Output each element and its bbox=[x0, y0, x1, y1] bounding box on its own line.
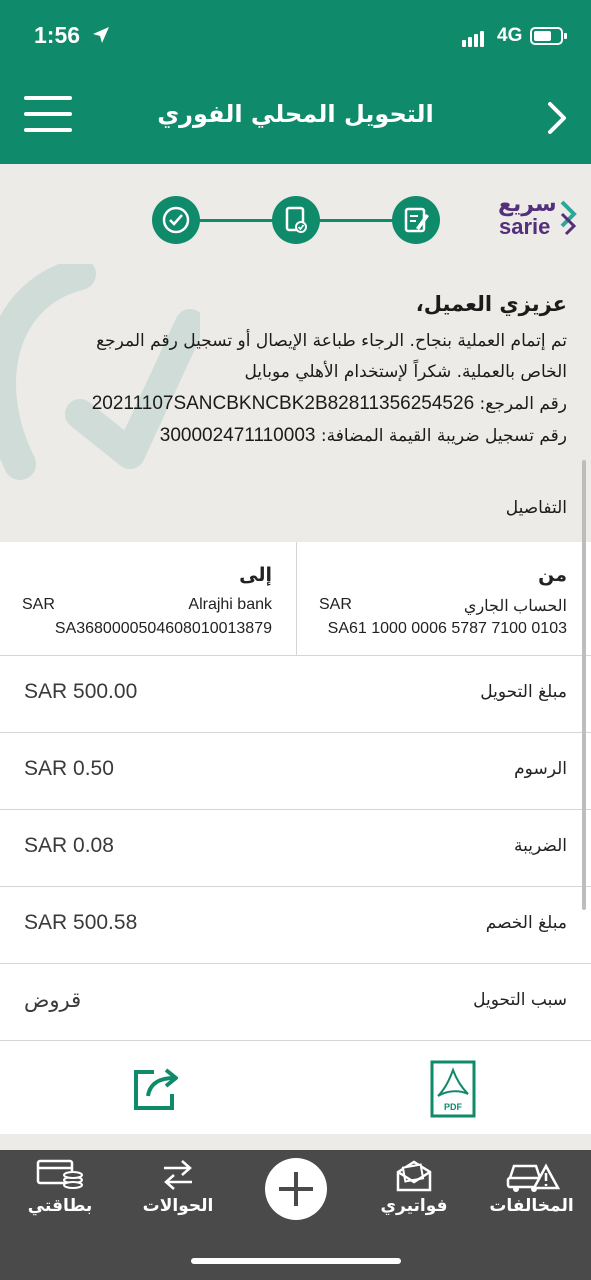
from-heading: من bbox=[538, 564, 567, 586]
detail-row-amount bbox=[0, 656, 591, 733]
bottom-navigation bbox=[0, 1150, 591, 1280]
nav-label: المخالفات bbox=[489, 1196, 574, 1216]
greeting: عزيزي العميل، bbox=[415, 292, 567, 316]
sarie-logo bbox=[496, 192, 582, 244]
to-iban: SA3680000504608010013879 bbox=[54, 620, 272, 637]
nav-transfers[interactable] bbox=[118, 1150, 238, 1230]
step-complete bbox=[152, 196, 200, 244]
scrollbar[interactable] bbox=[582, 460, 586, 910]
nav-label: الحوالات bbox=[142, 1196, 214, 1216]
edit-icon bbox=[392, 196, 440, 244]
to-currency: SAR bbox=[22, 596, 55, 613]
pdf-icon bbox=[428, 1060, 478, 1118]
row-label: سبب التحويل bbox=[473, 990, 567, 1010]
check-circle-icon bbox=[152, 196, 200, 244]
detail-row-reason bbox=[0, 964, 591, 1041]
details-heading: التفاصيل bbox=[505, 498, 567, 518]
transaction-summary bbox=[0, 164, 591, 542]
signal-icon bbox=[462, 28, 486, 47]
bills-icon bbox=[394, 1158, 434, 1194]
row-value: SAR 500.58 bbox=[24, 911, 138, 934]
from-currency: SAR bbox=[319, 596, 352, 613]
row-value: قروض bbox=[24, 988, 82, 1012]
add-button[interactable] bbox=[265, 1158, 327, 1220]
nav-my-bills[interactable] bbox=[354, 1150, 474, 1230]
nav-label: فواتيري bbox=[380, 1196, 448, 1216]
success-message bbox=[27, 292, 567, 452]
to-heading: إلى bbox=[239, 564, 272, 586]
from-account bbox=[297, 542, 591, 656]
message-line-1: تم إتمام العملية بنجاح. الرجاء طباعة الإيصال أو تسجيل رقم المرجع bbox=[96, 331, 567, 351]
reference-number: 20211107SANCBKNCBK2B82811356254526 bbox=[91, 393, 475, 414]
row-label: مبلغ التحويل bbox=[480, 682, 567, 702]
reference-line bbox=[27, 388, 567, 420]
from-iban: SA61 1000 0006 5787 7100 0103 bbox=[327, 620, 567, 637]
share-icon[interactable] bbox=[132, 1064, 184, 1112]
location-arrow-icon bbox=[92, 26, 110, 44]
nav-label: بطاقتي bbox=[27, 1196, 93, 1216]
vat-line bbox=[27, 420, 567, 452]
row-value: SAR 0.50 bbox=[24, 757, 114, 780]
vat-label: رقم تسجيل ضريبة القيمة المضافة: bbox=[320, 426, 567, 446]
logo-arabic: سريع bbox=[498, 192, 557, 217]
detail-row-fees bbox=[0, 733, 591, 810]
detail-row-tax bbox=[0, 810, 591, 887]
row-label: مبلغ الخصم bbox=[485, 913, 567, 933]
row-label: الرسوم bbox=[514, 759, 567, 779]
to-bank-name: Alrajhi bank bbox=[188, 596, 272, 613]
pdf-label: PDF bbox=[444, 1102, 462, 1112]
progress-steps bbox=[152, 196, 440, 246]
car-warning-icon bbox=[504, 1158, 560, 1194]
logo-english: sarie bbox=[499, 214, 551, 239]
app-header bbox=[0, 70, 591, 164]
sarie-mark-icon bbox=[558, 198, 578, 238]
battery-icon bbox=[530, 27, 563, 45]
cards-icon bbox=[35, 1158, 85, 1192]
row-value: SAR 500.00 bbox=[24, 680, 138, 703]
receipt-actions bbox=[0, 1042, 591, 1134]
home-indicator[interactable] bbox=[191, 1258, 401, 1264]
plus-icon bbox=[265, 1158, 327, 1220]
vat-number: 300002471110003 bbox=[159, 425, 316, 446]
status-bar bbox=[0, 0, 591, 70]
transfer-arrows-icon bbox=[160, 1158, 196, 1192]
page-title: التحويل المحلي الفوري bbox=[157, 100, 434, 128]
message-line-2: الخاص بالعملية. شكراً لإستخدام الأهلي موبايل bbox=[244, 362, 567, 382]
pdf-download-button[interactable] bbox=[428, 1060, 478, 1118]
nav-my-cards[interactable] bbox=[0, 1150, 120, 1230]
to-account bbox=[0, 542, 296, 656]
chevron-right-icon[interactable] bbox=[540, 98, 576, 138]
step-enter-details bbox=[392, 196, 440, 244]
step-review bbox=[272, 196, 320, 244]
reference-label: رقم المرجع: bbox=[479, 394, 567, 414]
row-label: الضريبة bbox=[513, 836, 567, 856]
nav-violations[interactable] bbox=[472, 1150, 591, 1230]
from-account-name: الحساب الجاري bbox=[463, 598, 567, 615]
document-check-icon bbox=[272, 196, 320, 244]
from-to-section bbox=[0, 542, 591, 656]
row-value: SAR 0.08 bbox=[24, 834, 114, 857]
status-time: 1:56 bbox=[34, 22, 81, 48]
network-type: 4G bbox=[497, 25, 523, 46]
top-bar bbox=[0, 0, 591, 164]
detail-row-debit bbox=[0, 887, 591, 964]
